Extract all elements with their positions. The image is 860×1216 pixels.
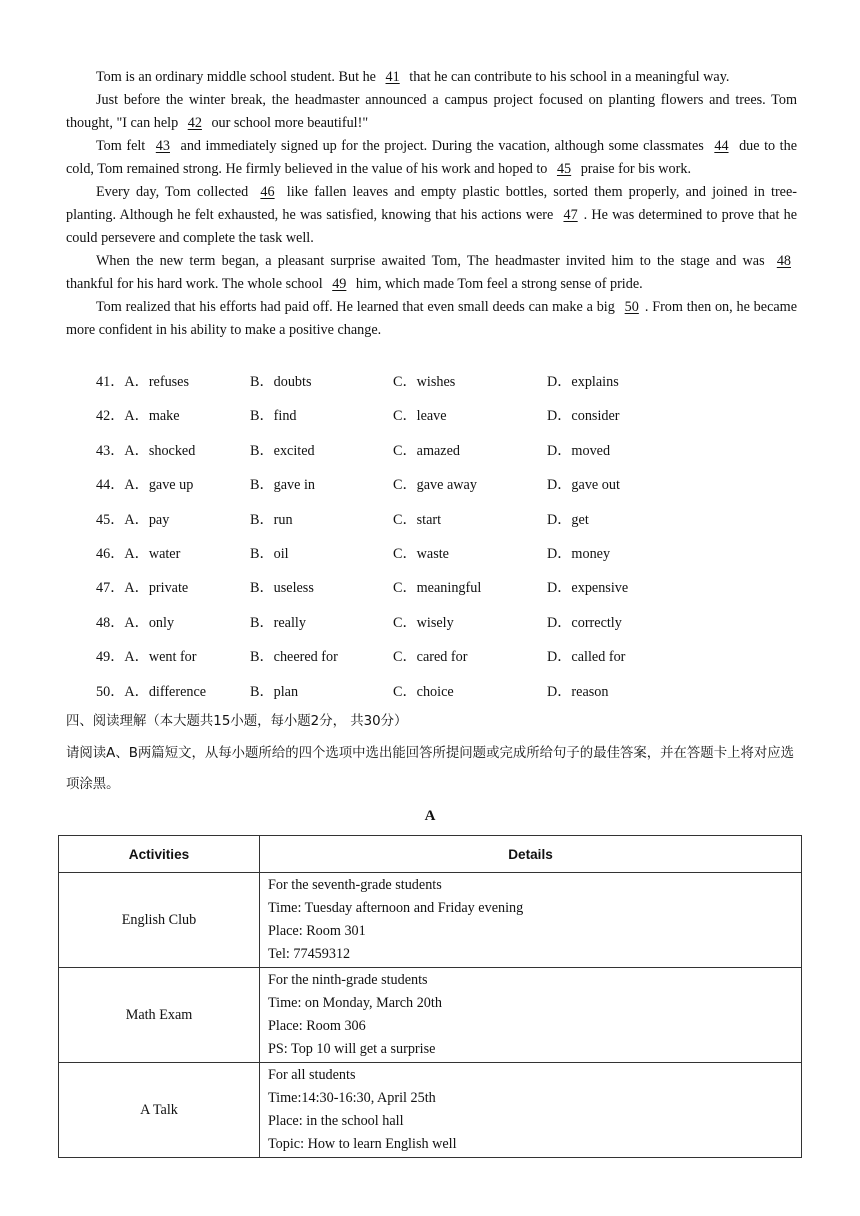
question-row	[96, 612, 796, 646]
passage-text: Tom realized that his efforts had paid off. He learned that even small deeds can make a big	[96, 299, 619, 315]
passage-text: our school more beautiful!"	[207, 115, 369, 131]
passage-text: him, which made Tom feel a strong sense of pride.	[352, 276, 643, 292]
passage-paragraph	[66, 250, 797, 296]
passage-text: . From then on, he became more confident in his ability to make a positive change.	[66, 299, 797, 338]
option-d: D．correctly	[547, 614, 622, 631]
option-c: C．cared for	[393, 649, 468, 666]
passage-paragraph	[66, 181, 797, 250]
option-a-text: A．water	[124, 545, 181, 562]
question-number: 41．	[96, 374, 125, 390]
section-instructions: 请阅读A、B两篇短文，从每小题所给的四个选项中选出能回答所提问题或完成所给句子的最佳答案，并在答题卡上将对应选项涂黑。	[66, 746, 795, 792]
passage-text: Every day, Tom collected	[96, 184, 255, 200]
table-header-row	[59, 836, 802, 873]
table-row	[59, 873, 802, 968]
option-c: C．leave	[393, 408, 447, 425]
option-a-text: A．make	[124, 408, 180, 425]
activity-name: English Club	[59, 873, 260, 968]
activity-details	[260, 1063, 802, 1158]
option-c: C．gave away	[393, 477, 477, 494]
option-b: B．cheered for	[250, 649, 338, 666]
detail-line: For all students	[268, 1067, 356, 1083]
passage-text: due to the cold, Tom remained strong. He firmly believed in the value of his work and hoped to	[66, 138, 797, 177]
option-d: D．consider	[547, 408, 620, 425]
cloze-blank: 48	[776, 253, 791, 269]
option-c: C．choice	[393, 683, 454, 700]
question-number: 42．	[96, 408, 125, 425]
option-c: C．amazed	[393, 442, 460, 459]
question-number: 50．	[96, 683, 125, 700]
question-row	[96, 577, 796, 611]
option-a-text: A．only	[124, 614, 175, 631]
cloze-options	[96, 371, 796, 715]
option-b: B．find	[250, 408, 297, 425]
detail-line: For the seventh-grade students	[268, 877, 442, 893]
option-d: D．money	[547, 545, 611, 562]
option-d: D．expensive	[547, 580, 629, 597]
activities-table	[58, 835, 802, 1158]
detail-line: Place: Room 306	[268, 1018, 366, 1034]
option-b: B．doubts	[250, 374, 312, 390]
detail-line: Topic: How to learn English well	[268, 1136, 457, 1152]
option-a-text: A．difference	[124, 683, 207, 700]
option-b: B．run	[250, 511, 293, 528]
header-details: Details	[260, 836, 802, 873]
cloze-blank: 41	[385, 69, 400, 85]
option-a-text: A．went for	[124, 649, 197, 666]
cloze-blank: 49	[332, 276, 347, 292]
option-c: C．meaningful	[393, 580, 482, 597]
question-row	[96, 405, 796, 439]
option-b: B．oil	[250, 545, 289, 562]
cloze-blank: 47	[563, 207, 578, 223]
question-number: 43．	[96, 442, 125, 459]
table-row	[59, 968, 802, 1063]
cloze-blank: 50	[624, 299, 639, 315]
passage-text: that he can contribute to his school in a meaningful way.	[405, 69, 730, 85]
option-d: D．get	[547, 511, 589, 528]
question-row	[96, 474, 796, 508]
option-c: C．waste	[393, 545, 449, 562]
option-a-text: A．refuses	[124, 374, 190, 390]
option-a	[96, 509, 169, 529]
option-a	[96, 440, 195, 460]
option-d: D．gave out	[547, 477, 620, 494]
passage-text: Tom is an ordinary middle school student. But he	[96, 69, 380, 85]
question-number: 47．	[96, 580, 125, 597]
detail-line: Time: on Monday, March 20th	[268, 995, 442, 1011]
question-number: 48．	[96, 614, 125, 631]
option-a	[96, 371, 189, 391]
option-d: D．explains	[547, 374, 619, 390]
option-d: D．reason	[547, 683, 609, 700]
passage-paragraph	[66, 135, 797, 181]
passage-text: praise for bis work.	[577, 161, 692, 177]
option-b: B．really	[250, 614, 306, 631]
option-a-text: A．private	[124, 580, 189, 597]
option-a	[96, 577, 188, 597]
detail-line: For the ninth-grade students	[268, 972, 428, 988]
passage-text: . He was determined to prove that he could persevere and complete the task well.	[66, 207, 798, 246]
question-number: 45．	[96, 511, 125, 528]
header-activities: Activities	[59, 836, 260, 873]
cloze-blank: 44	[714, 138, 729, 154]
passage-text: Just before the winter break, the headmaster announced a campus project focused on planting flowers and trees. Tom thought, "I can help	[66, 92, 797, 131]
cloze-blank: 45	[556, 161, 572, 177]
passage-paragraph	[66, 89, 797, 135]
option-c: C．wisely	[393, 614, 454, 631]
option-d: D．moved	[547, 442, 611, 459]
question-number: 44．	[96, 477, 125, 494]
activity-name: A Talk	[59, 1063, 260, 1158]
passage-text: When the new term began, a pleasant surprise awaited Tom, The headmaster invited him to the stage and was	[96, 253, 771, 269]
question-row	[96, 371, 796, 405]
option-b: B．gave in	[250, 477, 316, 494]
passage-paragraph	[66, 296, 797, 342]
option-b: B．useless	[250, 580, 314, 597]
option-b: B．plan	[250, 683, 299, 700]
section-title: 四、阅读理解（本大题共15小题，每小题2分， 共30分）	[66, 714, 408, 729]
option-a-text: A．gave up	[124, 477, 194, 494]
table-row	[59, 1063, 802, 1158]
option-c: C．start	[393, 511, 442, 528]
question-row	[96, 440, 796, 474]
activity-name: Math Exam	[59, 968, 260, 1063]
option-a	[96, 681, 206, 701]
detail-line: PS: Top 10 will get a surprise	[268, 1041, 436, 1057]
activity-details	[260, 968, 802, 1063]
reading-a-label: A	[424, 808, 436, 824]
option-a	[96, 405, 180, 425]
option-d: D．called for	[547, 649, 626, 666]
option-a	[96, 543, 180, 563]
option-a-text: A．shocked	[124, 442, 196, 459]
detail-line: Time: Tuesday afternoon and Friday evening	[268, 900, 524, 916]
cloze-blank: 43	[155, 138, 170, 154]
cloze-passage	[66, 66, 797, 342]
option-b: B．excited	[250, 442, 315, 459]
cloze-blank: 46	[260, 184, 275, 200]
passage-paragraph	[66, 66, 797, 89]
option-a	[96, 612, 174, 632]
option-a-text: A．pay	[124, 511, 170, 528]
question-number: 46．	[96, 545, 125, 562]
passage-text: like fallen leaves and empty plastic bottles, sorted them properly, and joined in tree-planting. Although he felt exhausted, he was satisfied, knowing that his actions were	[66, 184, 797, 223]
detail-line: Tel: 77459312	[268, 946, 351, 962]
cloze-blank: 42	[187, 115, 202, 131]
activity-details	[260, 873, 802, 968]
question-number: 49．	[96, 649, 125, 666]
option-c: C．wishes	[393, 374, 456, 390]
detail-line: Place: Room 301	[268, 923, 366, 939]
question-row	[96, 509, 796, 543]
option-a	[96, 474, 193, 494]
detail-line: Place: in the school hall	[268, 1113, 404, 1129]
passage-text: thankful for his hard work. The whole school	[66, 276, 327, 292]
passage-text: Tom felt	[96, 138, 150, 154]
question-row	[96, 646, 796, 680]
option-a	[96, 646, 197, 666]
passage-text: and immediately signed up for the project. During the vacation, although some classmates	[175, 138, 709, 154]
question-row	[96, 543, 796, 577]
detail-line: Time:14:30-16:30, April 25th	[268, 1090, 436, 1106]
